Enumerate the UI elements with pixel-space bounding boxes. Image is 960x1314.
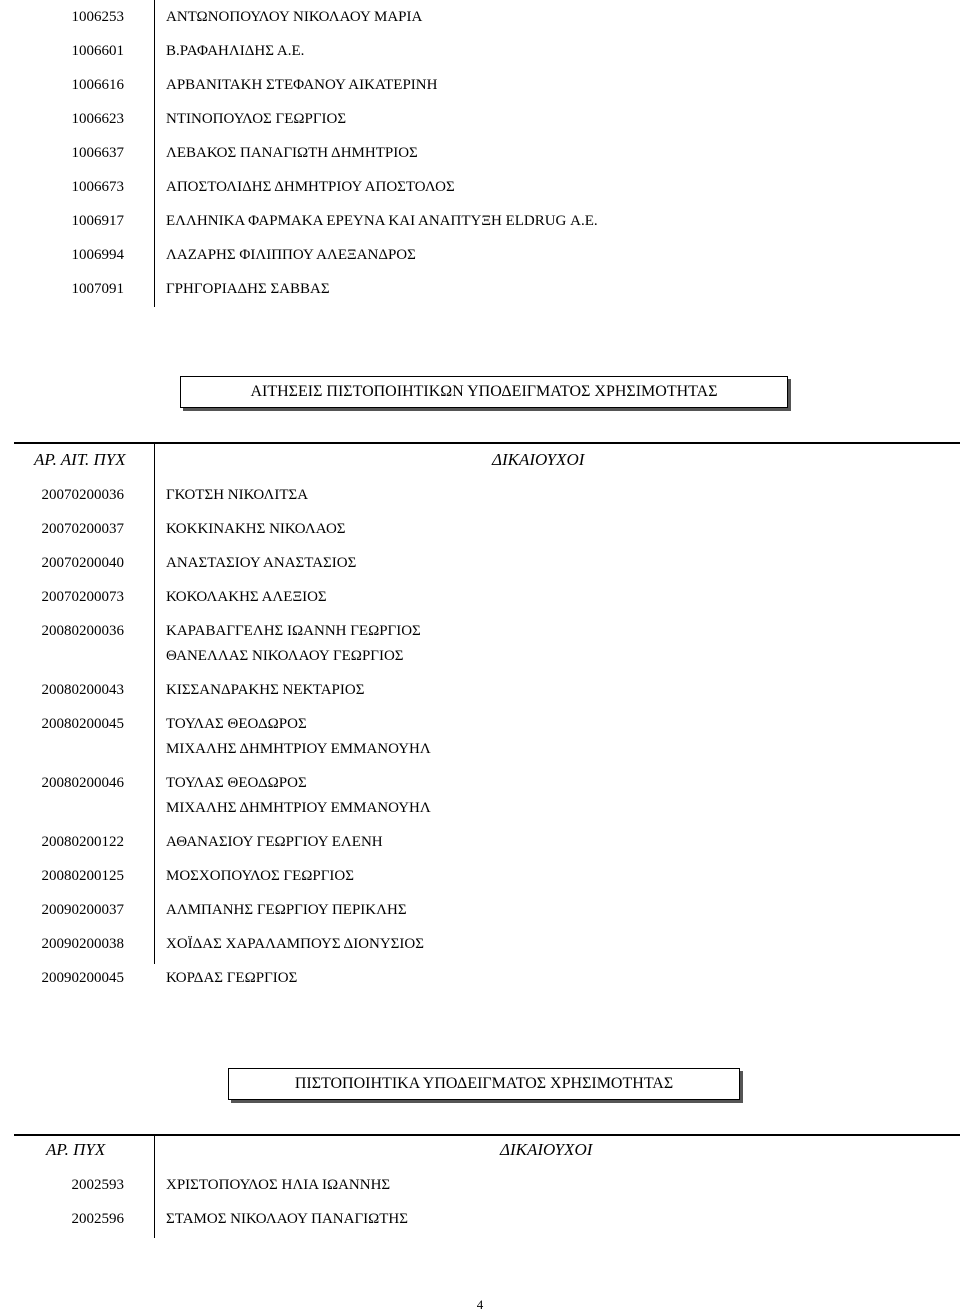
row-number: 1006917 [71, 213, 124, 229]
row-number: 1006601 [71, 43, 124, 59]
row-number: 20080200043 [41, 682, 124, 698]
holder-name: ΚΟΚΟΛΑΚΗΣ ΑΛΕΞΙΟΣ [166, 589, 327, 605]
holder-name: ΑΝΑΣΤΑΣΙΟΥ ΑΝΑΣΤΑΣΙΟΣ [166, 555, 357, 571]
holder-name: ΑΝΤΩΝΟΠΟΥΛΟΥ ΝΙΚΟΛΑΟΥ ΜΑΡΙΑ [166, 9, 423, 25]
row-number: 20070200040 [41, 555, 124, 571]
section2-col-num-header: ΑΡ. ΑΙΤ. ΠΥΧ [34, 450, 126, 469]
row-number: 20090200045 [41, 970, 124, 986]
section2-title: ΑΙΤΗΣΕΙΣ ΠΙΣΤΟΠΟΙΗΤΙΚΩΝ ΥΠΟΔΕΙΓΜΑΤΟΣ ΧΡΗΣΙΜΟΤΗΤΑΣ [250, 383, 718, 400]
holder-name: ΛΑΖΑΡΗΣ ΦΙΛΙΠΠΟΥ ΑΛΕΞΑΝΔΡΟΣ [166, 247, 416, 263]
holder-name: ΧΟΪΔΑΣ ΧΑΡΑΛΑΜΠΟΥΣ ΔΙΟΝΥΣΙΟΣ [166, 936, 424, 952]
row-number: 20070200037 [41, 521, 124, 537]
holder-name: ΑΡΒΑΝΙΤΑΚΗ ΣΤΕΦΑΝΟΥ ΑΙΚΑΤΕΡΙΝΗ [166, 77, 438, 93]
table-row [0, 244, 960, 266]
section2-header-rule [14, 442, 960, 444]
holder-name: ΛΕΒΑΚΟΣ ΠΑΝΑΓΙΩΤΗ ΔΗΜΗΤΡΙΟΣ [166, 145, 418, 161]
section3-title: ΠΙΣΤΟΠΟΙΗΤΙΚΑ ΥΠΟΔΕΙΓΜΑΤΟΣ ΧΡΗΣΙΜΟΤΗΤΑΣ [294, 1075, 674, 1092]
section3-col-names-header: ΔΙΚΑΙΟΥΧΟΙ [500, 1140, 593, 1159]
table-row [0, 831, 960, 853]
row-number: 1007091 [71, 281, 124, 297]
holder-name: ΓΚΟΤΣΗ ΝΙΚΟΛΙΤΣΑ [166, 487, 309, 503]
table-row [0, 518, 960, 540]
table-row [0, 933, 960, 955]
holder-name: ΧΡΙΣΤΟΠΟΥΛΟΣ ΗΛΙΑ ΙΩΑΝΝΗΣ [166, 1177, 391, 1193]
holder-name: ΕΛΛΗΝΙΚΑ ΦΑΡΜΑΚΑ ΕΡΕΥΝΑ ΚΑΙ ΑΝΑΠΤΥΞΗ ELDRUG Α.Ε. [166, 213, 598, 229]
table-row [0, 772, 960, 816]
row-number: 1006623 [71, 111, 124, 127]
holder-name: ΑΠΟΣΤΟΛΙΔΗΣ ΔΗΜΗΤΡΙΟΥ ΑΠΟΣΤΟΛΟΣ [166, 179, 455, 195]
section3-title-box [228, 1068, 740, 1100]
holder-name: ΜΙΧΑΛΗΣ ΔΗΜΗΤΡΙΟΥ ΕΜΜΑΝΟΥΗΛ [166, 741, 431, 757]
row-number: 1006637 [71, 145, 124, 161]
holder-name: ΜΟΣΧΟΠΟΥΛΟΣ ΓΕΩΡΓΙΟΣ [166, 868, 354, 884]
section2-col-names-header: ΔΙΚΑΙΟΥΧΟΙ [492, 450, 585, 469]
holder-name: Β.ΡΑΦΑΗΛΙΔΗΣ Α.Ε. [166, 43, 305, 59]
table-row [0, 1208, 960, 1230]
holder-name: ΑΛΜΠΑΝΗΣ ΓΕΩΡΓΙΟΥ ΠΕΡΙΚΛΗΣ [166, 902, 407, 918]
table-row [0, 40, 960, 62]
page-number: 4 [476, 1297, 484, 1312]
row-number: 20070200073 [41, 589, 124, 605]
table-row [0, 967, 960, 989]
row-number: 20080200046 [41, 775, 124, 791]
table-row [0, 108, 960, 130]
holder-name: ΜΙΧΑΛΗΣ ΔΗΜΗΤΡΙΟΥ ΕΜΜΑΝΟΥΗΛ [166, 800, 431, 816]
table-row [0, 552, 960, 574]
table-row [0, 210, 960, 232]
row-number: 20080200125 [41, 868, 124, 884]
row-number: 1006253 [71, 9, 124, 25]
table-row [0, 586, 960, 608]
row-number: 20080200045 [41, 716, 124, 732]
holder-name: ΚΙΣΣΑΝΔΡΑΚΗΣ ΝΕΚΤΑΡΙΟΣ [166, 682, 365, 698]
table-row [0, 1174, 960, 1196]
row-number: 20080200122 [41, 834, 124, 850]
table-row [0, 713, 960, 757]
holder-name: ΘΑΝΕΛΛΑΣ ΝΙΚΟΛΑΟΥ ΓΕΩΡΓΙΟΣ [166, 648, 404, 664]
table-row [0, 142, 960, 164]
row-number: 2002596 [71, 1211, 124, 1227]
row-number: 20070200036 [41, 487, 124, 503]
holder-name: ΚΟΚΚΙΝΑΚΗΣ ΝΙΚΟΛΑΟΣ [166, 521, 346, 537]
row-number: 2002593 [71, 1177, 124, 1193]
holder-name: ΚΟΡΔΑΣ ΓΕΩΡΓΙΟΣ [166, 970, 298, 986]
holder-name: ΓΡΗΓΟΡΙΑΔΗΣ ΣΑΒΒΑΣ [166, 281, 330, 297]
table-row [0, 620, 960, 664]
section2-title-box [180, 376, 788, 408]
table-row [0, 176, 960, 198]
section3-col-num-header: ΑΡ. ΠΥΧ [46, 1140, 106, 1159]
holder-name: ΑΘΑΝΑΣΙΟΥ ΓΕΩΡΓΙΟΥ ΕΛΕΝΗ [166, 834, 383, 850]
table-row [0, 74, 960, 96]
row-number: 20080200036 [41, 623, 124, 639]
table-row [0, 484, 960, 506]
holder-name: ΚΑΡΑΒΑΓΓΕΛΗΣ ΙΩΑΝΝΗ ΓΕΩΡΓΙΟΣ [166, 623, 421, 639]
row-number: 20090200037 [41, 902, 124, 918]
row-number: 1006994 [71, 247, 124, 263]
holder-name: ΤΟΥΛΑΣ ΘΕΟΔΩΡΟΣ [166, 775, 307, 791]
section3-header-rule [14, 1134, 960, 1136]
table-row [0, 865, 960, 887]
table-row [0, 6, 960, 28]
row-number: 20090200038 [41, 936, 124, 952]
holder-name: ΣΤΑΜΟΣ ΝΙΚΟΛΑΟΥ ΠΑΝΑΓΙΩΤΗΣ [166, 1211, 408, 1227]
row-number: 1006616 [71, 77, 124, 93]
row-number: 1006673 [71, 179, 124, 195]
table-row [0, 278, 960, 300]
table-row [0, 899, 960, 921]
holder-name: ΤΟΥΛΑΣ ΘΕΟΔΩΡΟΣ [166, 716, 307, 732]
holder-name: ΝΤΙΝΟΠΟΥΛΟΣ ΓΕΩΡΓΙΟΣ [166, 111, 347, 127]
table-row [0, 679, 960, 701]
